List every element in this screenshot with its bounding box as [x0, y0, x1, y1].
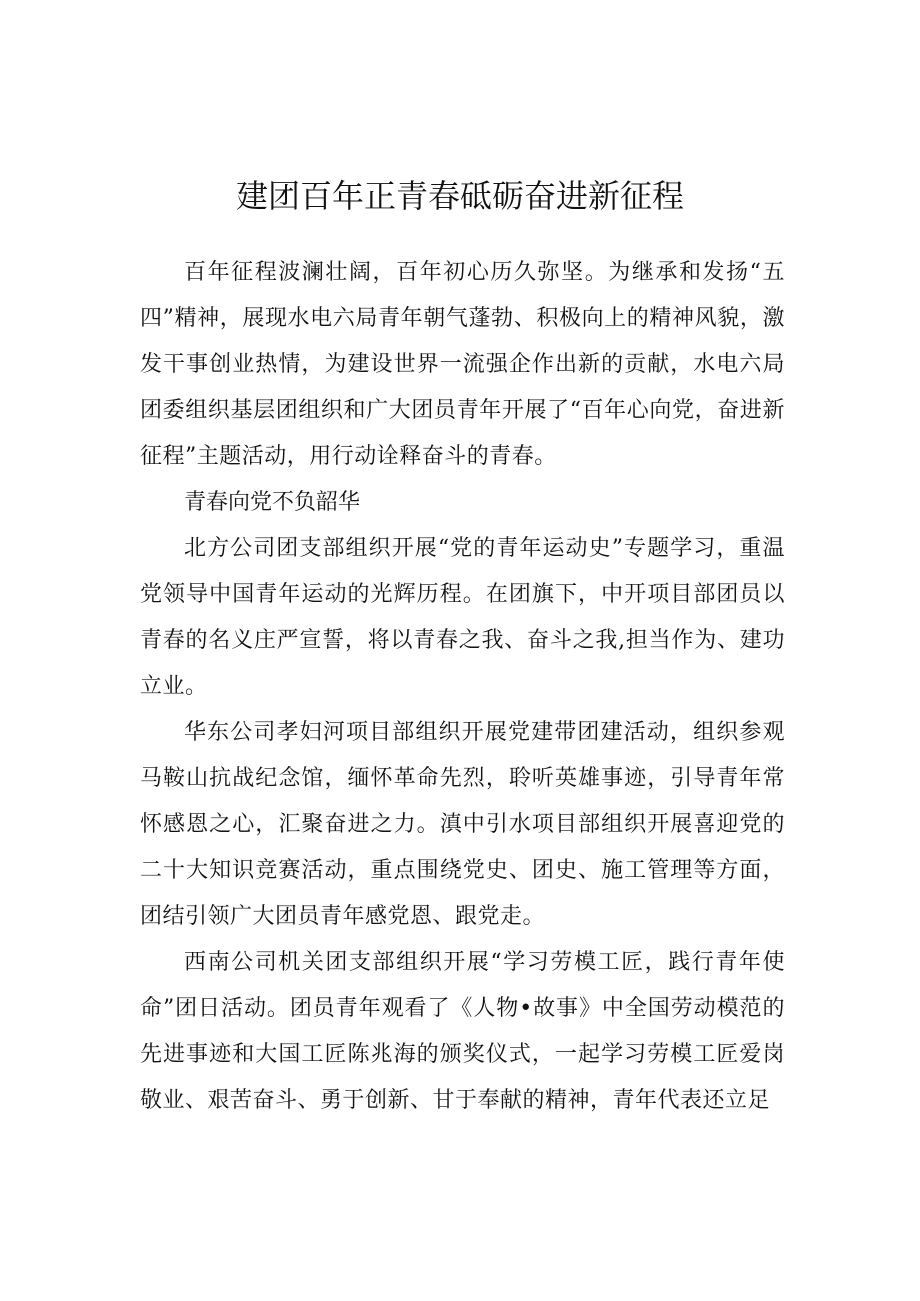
intro-paragraph: 百年征程波澜壮阔，百年初心历久弥坚。为继承和发扬“五四”精神，展现水电六局青年朝气蓬勃、积极向上的精神风貌，激发干事创业热情，为建设世界一流强企作出新的贡献，水电六局团委组织基层团组织和广大团员青年开展了“百年心向党，奋进新征程”主题活动，用行动诠释奋斗的青春。	[140, 260, 785, 469]
section-heading: 青春向党不负韶华	[184, 490, 361, 515]
paragraph-southwest-company: 西南公司机关团支部组织开展“学习劳模工匠，践行青年使命”团日活动。团员青年观看了《人物•故事》中全国劳动模范的先进事迹和大国工匠陈兆海的颁奖仪式，一起学习劳模工匠爱岗敬业、艰苦奋斗、勇于创新、甘于奉献的精神，青年代表还立足	[140, 950, 785, 1113]
document-body	[140, 250, 785, 1124]
paragraph-east-company: 华东公司孝妇河项目部组织开展党建带团建活动，组织参观马鞍山抗战纪念馆，缅怀革命先烈，聆听英雄事迹，引导青年常怀感恩之心，汇聚奋进之力。滇中引水项目部组织开展喜迎党的二十大知识竞赛活动，重点围绕党史、团史、施工管理等方面，团结引领广大团员青年感党恩、跟党走。	[140, 720, 785, 929]
paragraph-north-company: 北方公司团支部组织开展“党的青年运动史”专题学习，重温党领导中国青年运动的光辉历程。在团旗下，中开项目部团员以青春的名义庄严宣誓，将以青春之我、奋斗之我,担当作为、建功立业。	[140, 536, 785, 699]
document-title: 建团百年正青春砥砺奋进新征程	[235, 177, 684, 215]
